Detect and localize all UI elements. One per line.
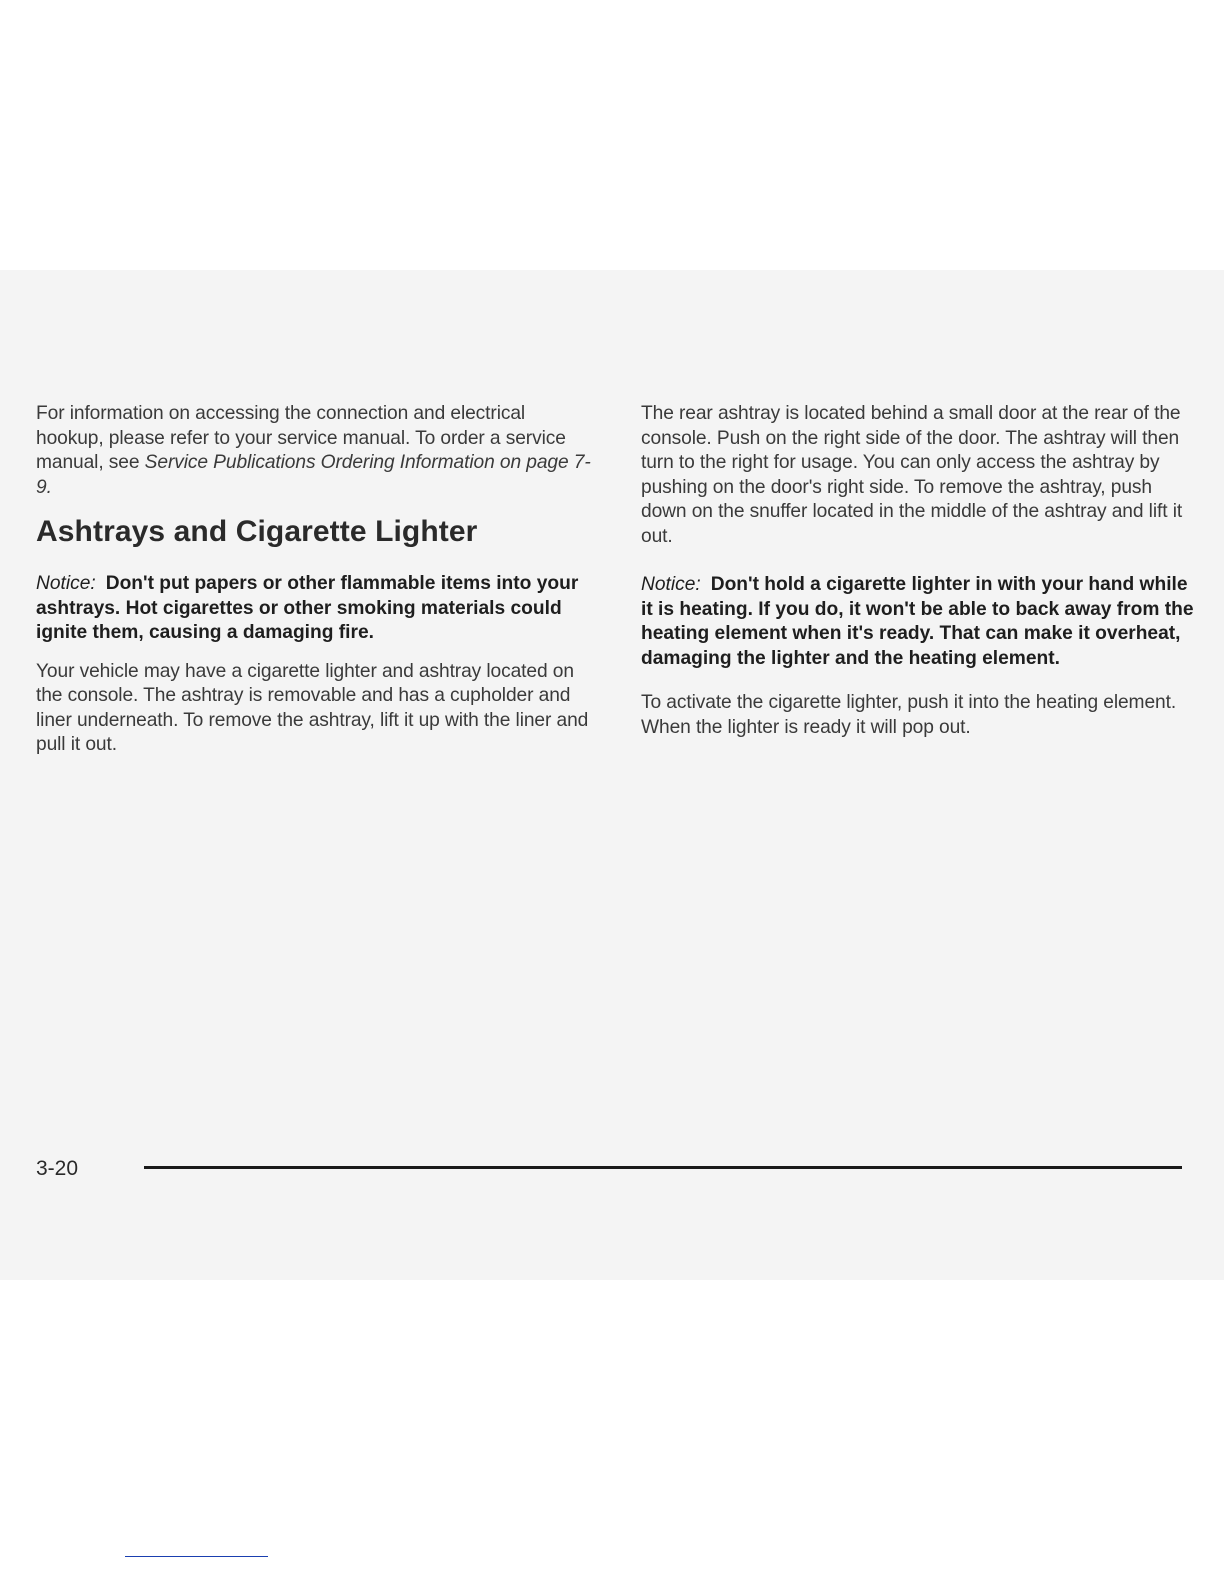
intro-text: For information on accessing the connection and electrical hookup, please refer to your service manual. To order a service manual, see	[36, 403, 566, 473]
right-column	[641, 402, 1201, 754]
notice-flammable	[36, 572, 596, 646]
intro-paragraph	[36, 402, 596, 500]
service-publications-link[interactable]: Service Publications Ordering Information on page 7-9.	[36, 452, 591, 498]
rear-ashtray-paragraph: The rear ashtray is located behind a small door at the rear of the console. Push on the right side of the door. The ashtray will then turn to the right for usage. You can only access the ashtray by pushing on the door's right side. To remove the ashtray, push down on the snuffer located in the middle of the ashtray and lift it out.	[641, 403, 1183, 547]
left-column	[36, 402, 596, 772]
notice-label: Notice:	[36, 573, 96, 594]
lighter-ashtray-paragraph: Your vehicle may have a cigarette lighter and ashtray located on the console. The ashtray is removable and has a cupholder and liner underneath. To remove the ashtray, lift it up with the liner and pull it out.	[36, 660, 589, 755]
notice-text: Don't put papers or other flammable items into your ashtrays. Hot cigarettes or other smoking materials could ignite them, causing a damaging fire.	[36, 573, 579, 643]
footer-rule	[144, 1166, 1182, 1169]
notice-lighter-heating	[641, 573, 1201, 671]
page-footer	[36, 1155, 1186, 1185]
activate-lighter-paragraph: To activate the cigarette lighter, push it into the heating element. When the lighter is ready it will pop out.	[641, 692, 1177, 738]
notice-label: Notice:	[641, 574, 701, 595]
bottom-link-underline[interactable]	[125, 1556, 268, 1557]
page-number: 3-20	[36, 1157, 79, 1180]
notice-text: Don't hold a cigarette lighter in with your hand while it is heating. If you do, it won't be able to back away from the heating element when it's ready. That can make it overheat, damaging the lighter and the heating element.	[641, 574, 1194, 669]
section-heading: Ashtrays and Cigarette Lighter	[36, 515, 478, 548]
